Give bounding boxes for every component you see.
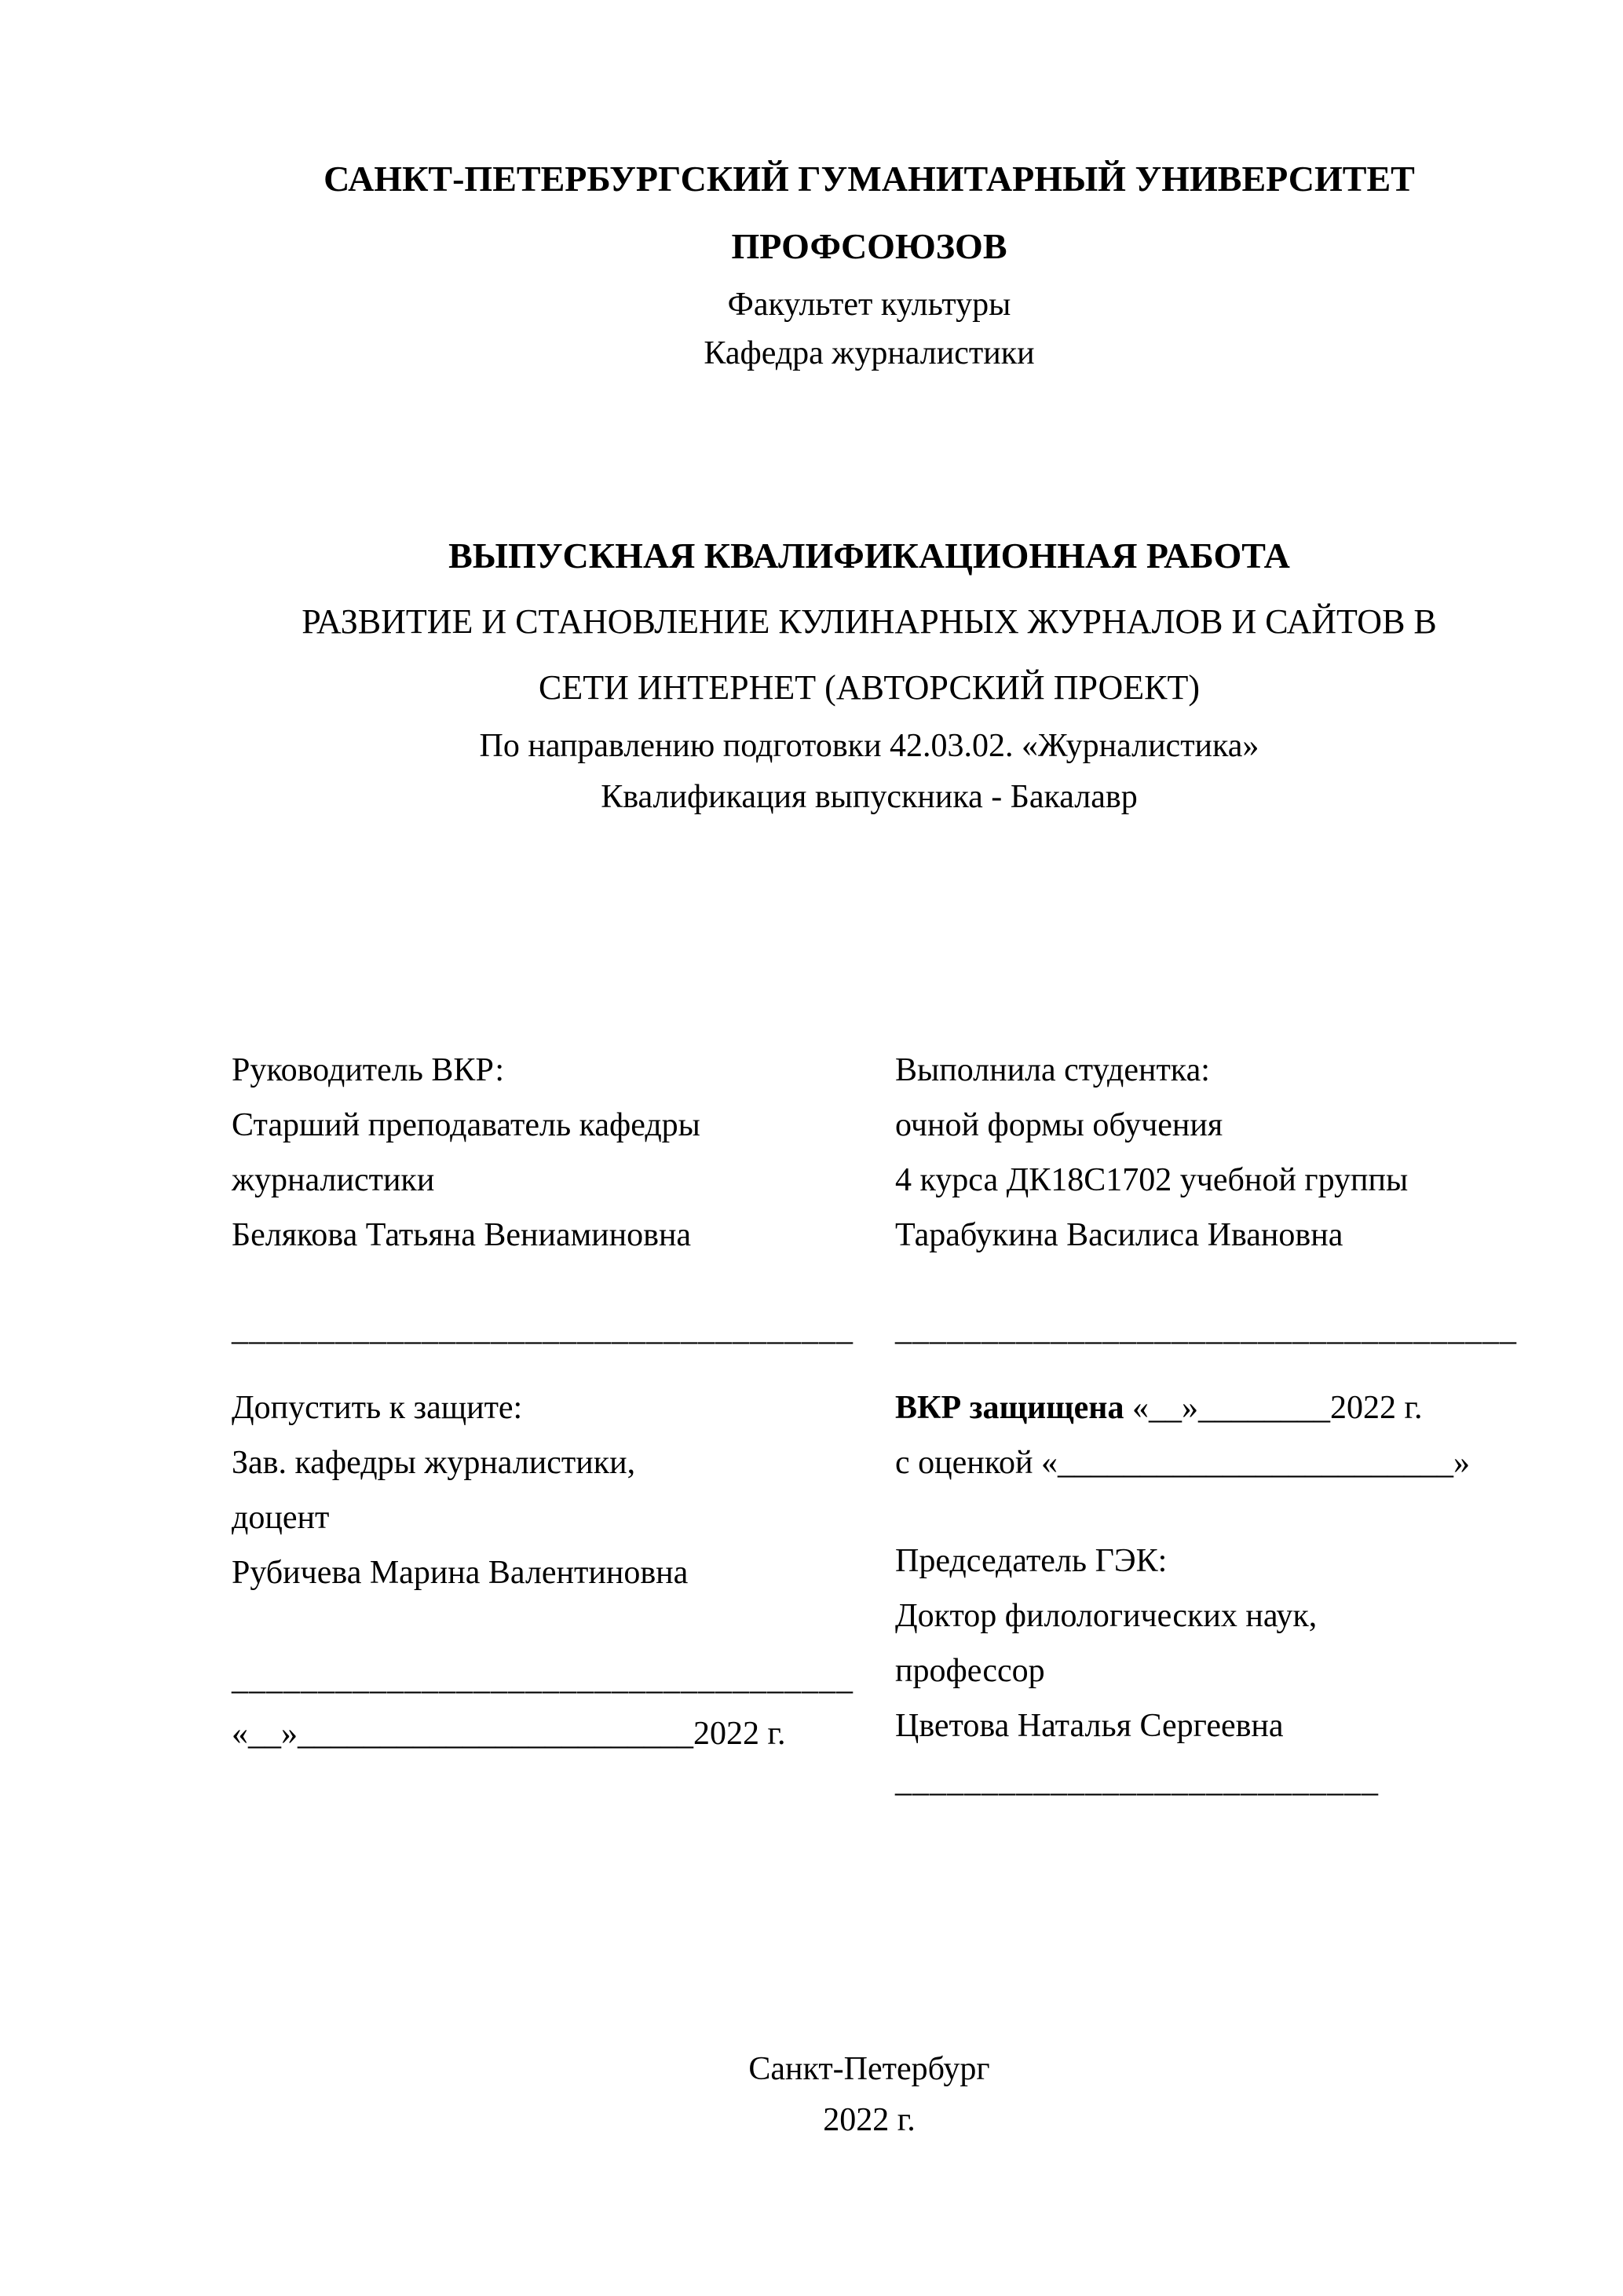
chairman-name: Цветова Наталья Сергеевна xyxy=(895,1708,1284,1744)
student-study-form: очной формы обучения xyxy=(895,1107,1223,1143)
thesis-title-line2: СЕТИ ИНТЕРНЕТ (АВТОРСКИЙ ПРОЕКТ) xyxy=(538,668,1200,707)
supervisor-label: Руководитель ВКР: xyxy=(232,1052,505,1088)
university-name-line1: САНКТ-ПЕТЕРБУРГСКИЙ ГУМАНИТАРНЫЙ УНИВЕРСИТЕТ xyxy=(324,159,1415,199)
admission-date-line: «__»________________________2022 г. xyxy=(232,1716,786,1752)
chairman-label: Председатель ГЭК: xyxy=(895,1543,1168,1579)
chairman-degree: Доктор филологических наук, xyxy=(895,1598,1318,1634)
defense-date-blank: «__»________2022 г. xyxy=(1124,1390,1423,1426)
chairman-signature-line: ____________________________ xyxy=(895,1763,1379,1799)
university-header xyxy=(232,145,1507,378)
defense-spacer xyxy=(895,1490,1507,1534)
admission-name: Рубичева Марина Валентиновна xyxy=(232,1555,689,1591)
work-type-heading: ВЫПУСКНАЯ КВАЛИФИКАЦИОННАЯ РАБОТА xyxy=(448,536,1290,576)
student-label: Выполнила студентка: xyxy=(895,1052,1210,1088)
defense-date-label: ВКР защищена xyxy=(895,1390,1124,1426)
student-group: 4 курса ДК18С1702 учебной группы xyxy=(895,1162,1409,1198)
supervisor-student-section xyxy=(232,1043,1517,1357)
student-name: Тарабукина Василиса Ивановна xyxy=(895,1217,1343,1253)
supervisor-signature-line: ____________________________________ xyxy=(232,1311,854,1347)
thesis-title-block xyxy=(232,523,1507,823)
defense-date-line xyxy=(895,1380,1507,1435)
admission-defense-section xyxy=(232,1380,1507,1808)
admission-signature-line: ____________________________________ xyxy=(232,1661,854,1697)
supervisor-name: Белякова Татьяна Вениаминовна xyxy=(232,1217,692,1253)
admission-column xyxy=(232,1380,852,1808)
study-program: По направлению подготовки 42.03.02. «Журналистика» xyxy=(479,728,1259,764)
chairman-title: профессор xyxy=(895,1653,1045,1689)
university-name-line2: ПРОФСОЮЗОВ xyxy=(731,226,1007,266)
department-name: Кафедра журналистики xyxy=(704,335,1035,371)
student-signature-line: ____________________________________ xyxy=(895,1311,1517,1347)
student-column xyxy=(895,1043,1517,1357)
defense-column xyxy=(895,1380,1507,1808)
admission-position-line2: доцент xyxy=(232,1500,330,1536)
footer-year: 2022 г. xyxy=(823,2102,916,2138)
footer-city: Санкт-Петербург xyxy=(748,2051,990,2087)
supervisor-position-line2: журналистики xyxy=(232,1162,435,1198)
supervisor-position-line1: Старший преподаватель кафедры xyxy=(232,1107,700,1143)
faculty-name: Факультет культуры xyxy=(727,287,1011,323)
admission-label: Допустить к защите: xyxy=(232,1390,523,1426)
supervisor-column xyxy=(232,1043,852,1357)
graduate-qualification: Квалификация выпускника - Бакалавр xyxy=(601,779,1138,815)
footer-block xyxy=(232,2044,1507,2146)
defense-grade-line: с оценкой «________________________» xyxy=(895,1445,1470,1481)
thesis-title-line1: РАЗВИТИЕ И СТАНОВЛЕНИЕ КУЛИНАРНЫХ ЖУРНАЛОВ И САЙТОВ В xyxy=(302,602,1437,641)
admission-position-line1: Зав. кафедры журналистики, xyxy=(232,1445,636,1481)
